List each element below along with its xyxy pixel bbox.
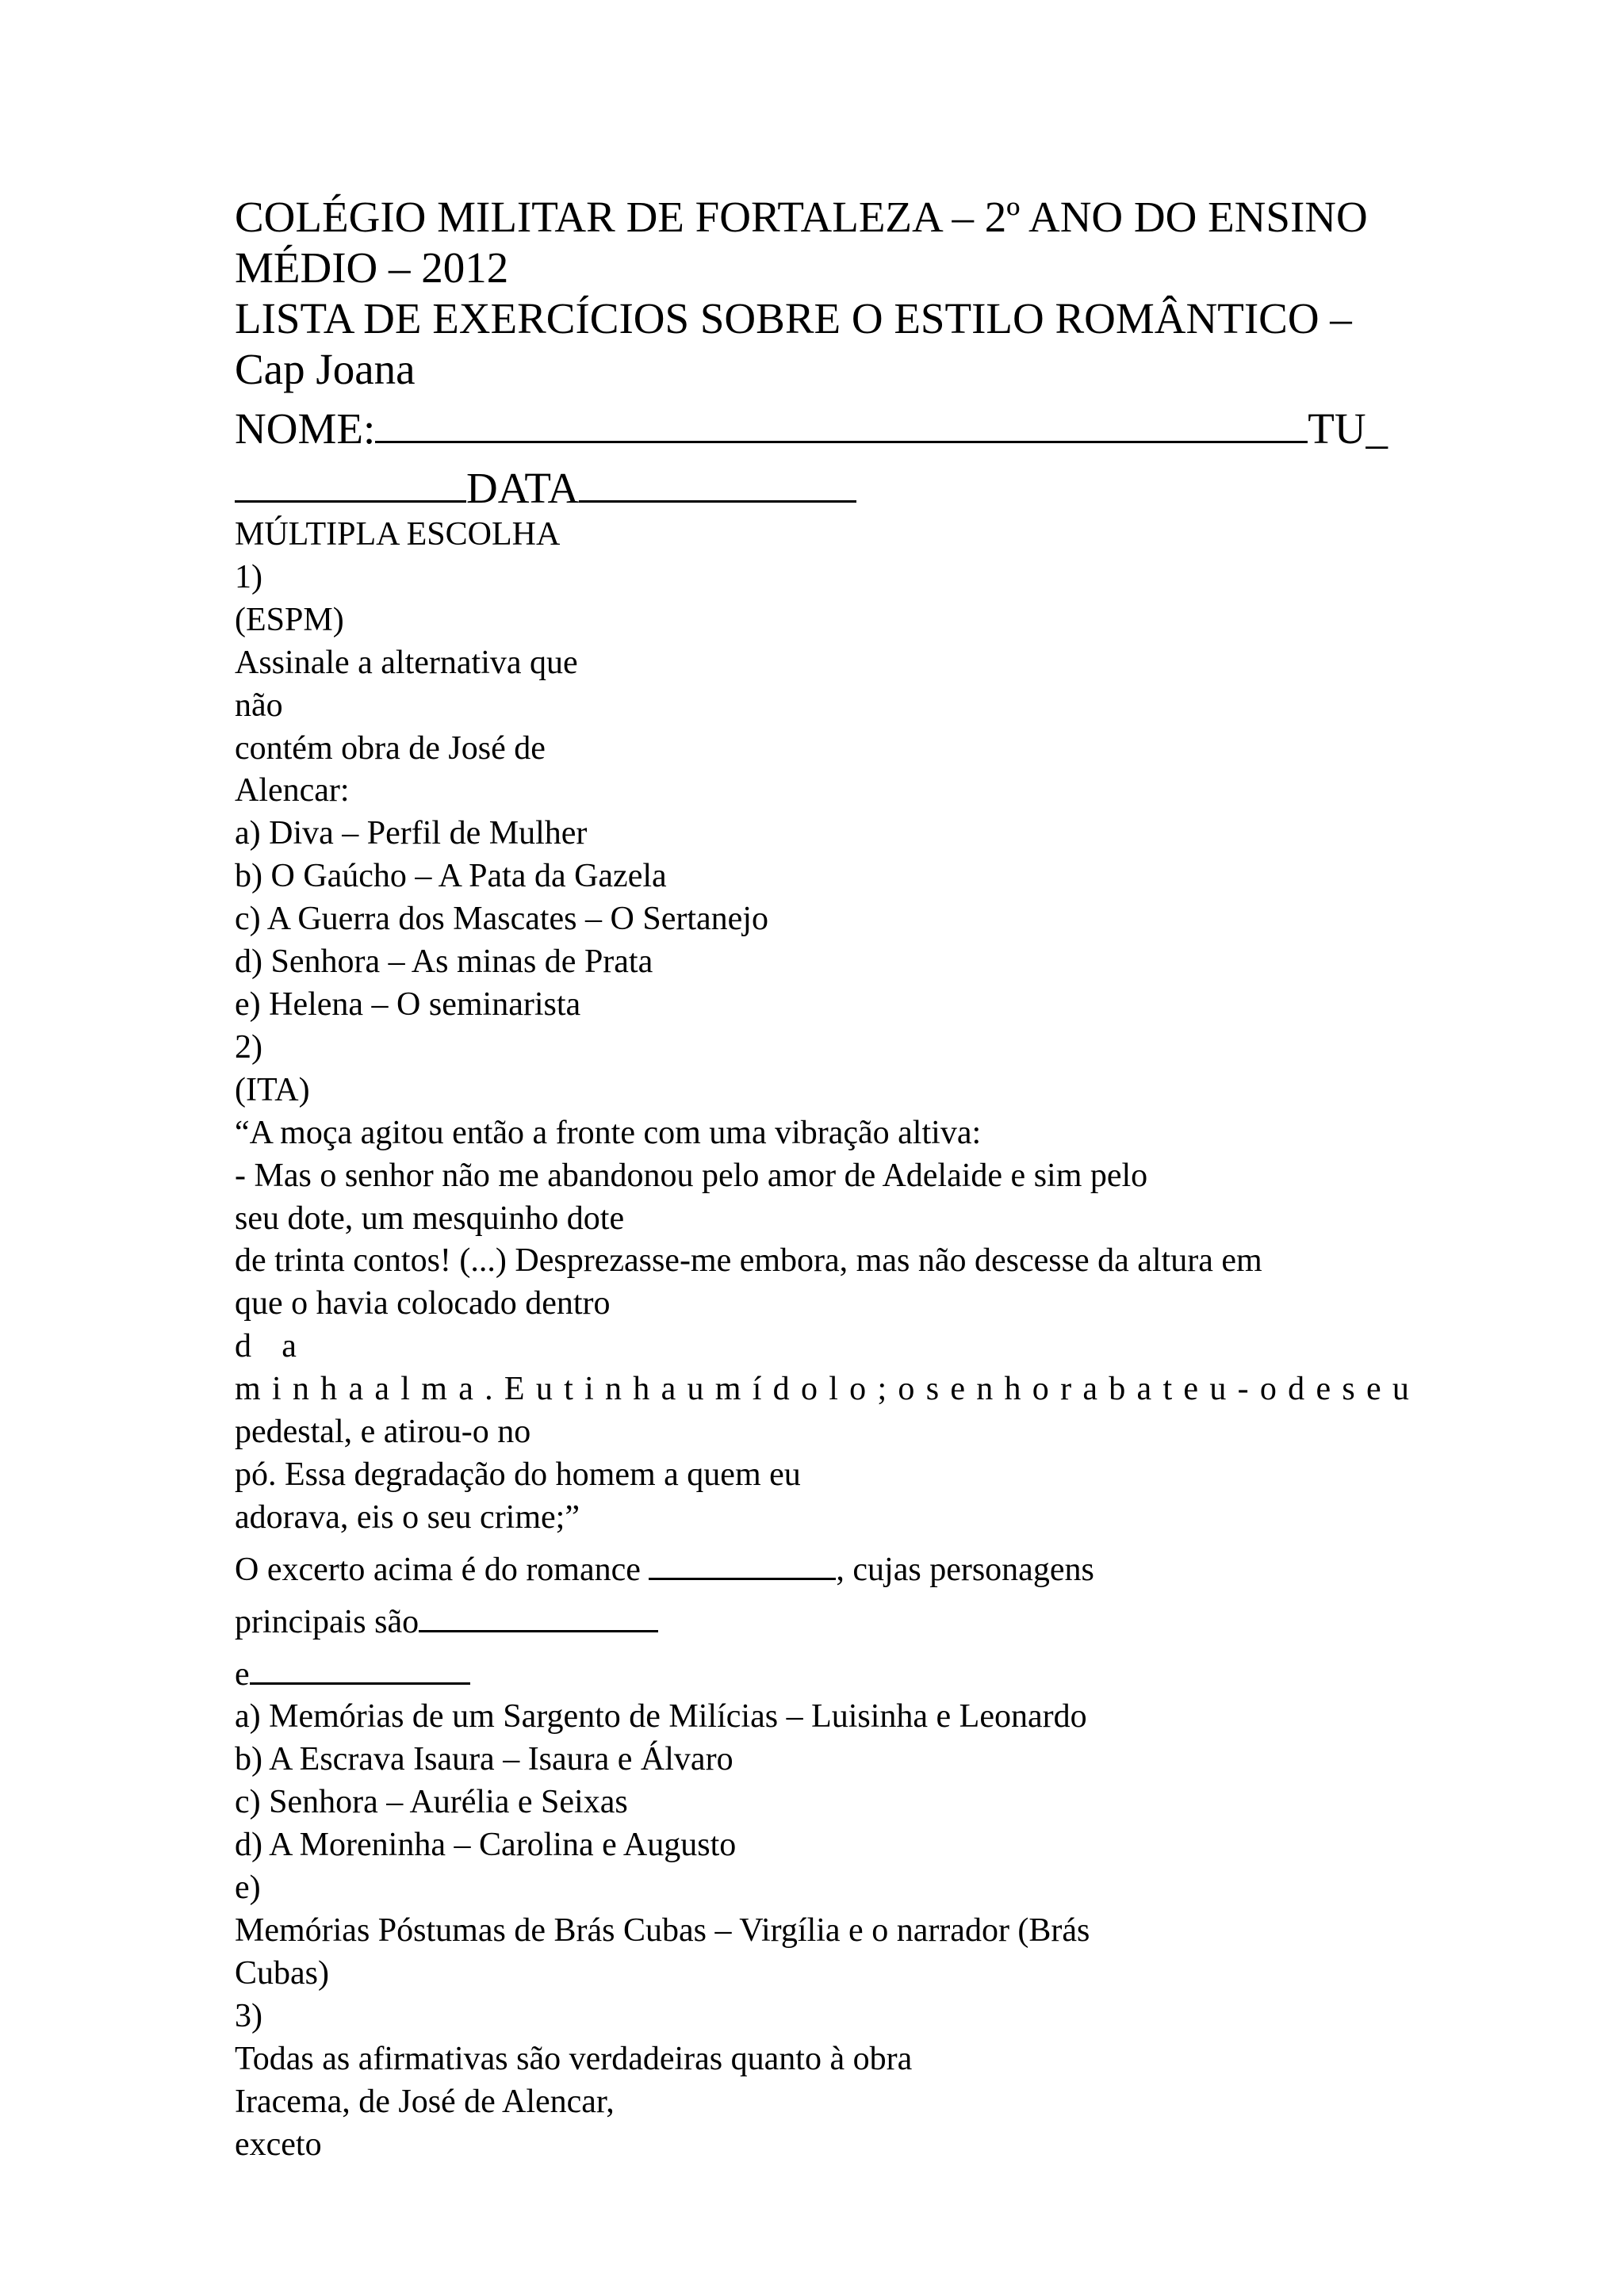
header-line-3: LISTA DE EXERCÍCIOS SOBRE O ESTILO ROMÂNTICO – <box>235 294 1352 342</box>
turma-blank[interactable] <box>235 454 466 503</box>
q1-stem-line: contém obra de José de <box>235 729 546 767</box>
q1-source: (ESPM) <box>235 601 344 638</box>
date-line <box>235 454 1408 514</box>
q2-option-e-text: Memórias Póstumas de Brás Cubas – Virgília e o narrador (Brás <box>235 1912 1090 1949</box>
name-line <box>235 395 1408 454</box>
q2-option-b: b) A Escrava Isaura – Isaura e Álvaro <box>235 1741 733 1778</box>
q1-option-d: d) Senhora – As minas de Prata <box>235 943 653 981</box>
q2-excerpt-line: que o havia colocado dentro <box>235 1285 611 1322</box>
header-line-2: MÉDIO – 2012 <box>235 243 509 292</box>
header-line-1: COLÉGIO MILITAR DE FORTALEZA – 2º ANO DO ENSINO <box>235 193 1368 241</box>
q2-character-blank-2[interactable] <box>250 1644 470 1685</box>
q2-prompt-line-1 <box>235 1540 1408 1592</box>
q1-option-b: b) O Gaúcho – A Pata da Gazela <box>235 858 667 895</box>
section-title: MÚLTIPLA ESCOLHA <box>235 516 561 553</box>
q2-prompt-text: , cujas personagens <box>836 1551 1094 1588</box>
q2-novel-blank[interactable] <box>649 1540 836 1580</box>
q2-prompt-text: e <box>235 1655 250 1693</box>
date-label: DATA <box>466 464 580 512</box>
q2-option-e-text: Cubas) <box>235 1954 329 1992</box>
document-content <box>235 192 1411 2166</box>
q1-option-c: c) A Guerra dos Mascates – O Sertanejo <box>235 901 768 938</box>
q2-source: (ITA) <box>235 1071 310 1108</box>
q2-option-e: e) <box>235 1869 261 1907</box>
q2-excerpt-line: - Mas o senhor não me abandonou pelo amor de Adelaide e sim pelo <box>235 1157 1148 1194</box>
q1-number: 1) <box>235 558 262 595</box>
q2-option-a: a) Memórias de um Sargento de Milícias – Luisinha e Leonardo <box>235 1698 1087 1735</box>
q3-stem-line: Iracema, de José de Alencar, <box>235 2083 615 2120</box>
name-blank[interactable] <box>375 395 1308 443</box>
q2-excerpt-line: seu dote, um mesquinho dote <box>235 1200 625 1237</box>
q1-stem-line: não <box>235 687 283 724</box>
q2-excerpt-line: d a <box>235 1328 308 1365</box>
q2-excerpt-line: de trinta contos! (...) Desprezasse-me embora, mas não descesse da altura em <box>235 1242 1262 1280</box>
q2-excerpt-line: pó. Essa degradação do homem a quem eu <box>235 1456 801 1493</box>
q3-number: 3) <box>235 1997 262 2034</box>
q2-prompt-text: O excerto acima é do romance <box>235 1551 649 1588</box>
q2-excerpt-line: “A moça agitou então a fronte com uma vibração altiva: <box>235 1114 982 1151</box>
q2-excerpt-line: adorava, eis o seu crime;” <box>235 1498 580 1536</box>
q1-option-a: a) Diva – Perfil de Mulher <box>235 815 588 852</box>
name-label: NOME: <box>235 404 376 453</box>
q1-stem-line: Assinale a alternativa que <box>235 644 578 681</box>
q2-prompt-line-3 <box>235 1644 1408 1697</box>
q2-excerpt-line: pedestal, e atirou-o no <box>235 1414 531 1451</box>
header-line-4: Cap Joana <box>235 345 416 393</box>
q2-character-blank-1[interactable] <box>419 1592 658 1632</box>
q2-option-d: d) A Moreninha – Carolina e Augusto <box>235 1827 737 1864</box>
q1-stem-line: Alencar: <box>235 772 350 809</box>
q3-stem-line: Todas as afirmativas são verdadeiras quanto à obra <box>235 2040 913 2077</box>
q1-option-e: e) Helena – O seminarista <box>235 985 581 1023</box>
q2-prompt-text: principais são <box>235 1603 419 1640</box>
date-blank[interactable] <box>579 454 856 503</box>
turma-label: TU_ <box>1308 404 1388 453</box>
q3-stem-line: exceto <box>235 2126 322 2163</box>
q2-option-c: c) Senhora – Aurélia e Seixas <box>235 1784 628 1821</box>
q2-excerpt-line: m i n h a a l m a . E u t i n h a u m í d o l o ; o s e n h o r a b a t e u - o d e s e u <box>235 1371 1411 1408</box>
q2-number: 2) <box>235 1028 262 1066</box>
q2-prompt-line-2 <box>235 1592 1408 1644</box>
